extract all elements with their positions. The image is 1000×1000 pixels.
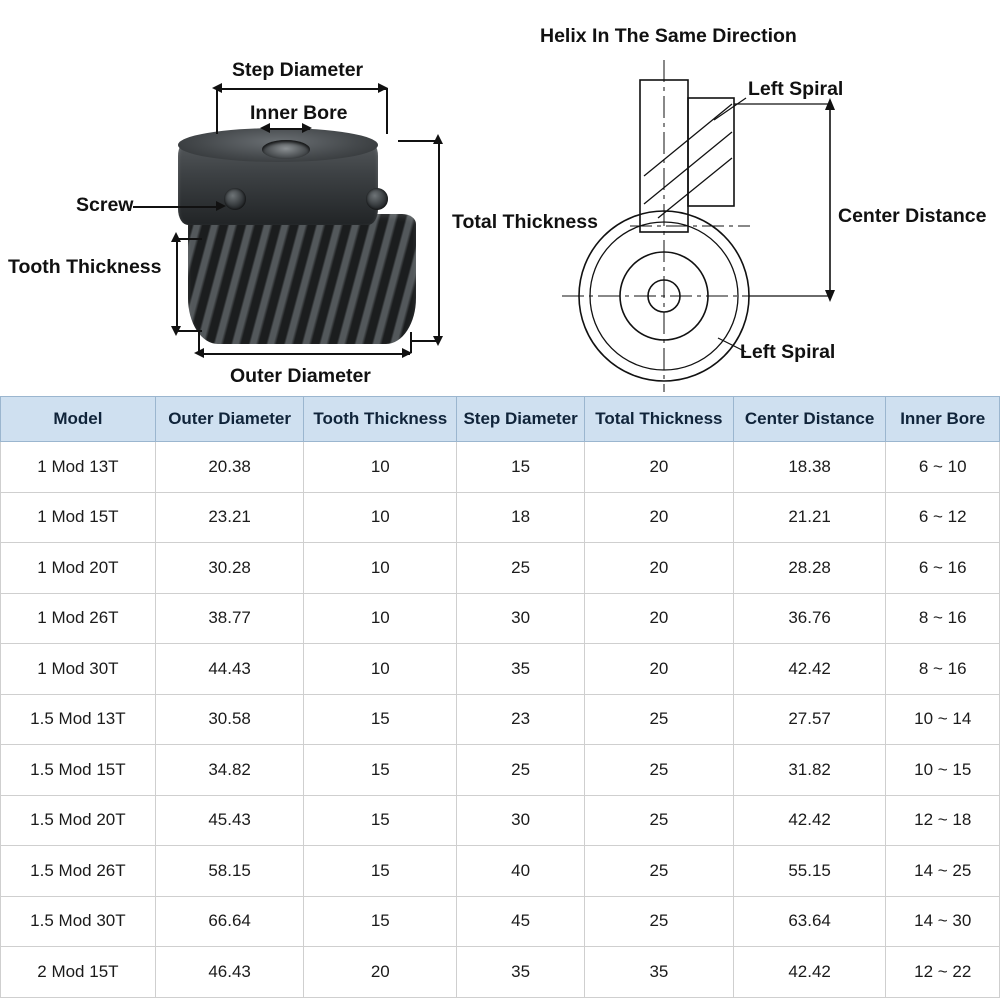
label-step-diameter: Step Diameter	[232, 59, 364, 81]
cell-center-distance: 63.64	[733, 896, 886, 947]
cell-step-diameter: 45	[457, 896, 585, 947]
step-diameter-dim-line	[216, 88, 386, 90]
helix-direction-schematic	[500, 0, 1000, 396]
column-header-inner-bore: Inner Bore	[886, 397, 1000, 442]
label-left-spiral-top: Left Spiral	[748, 78, 844, 100]
cell-inner-bore: 6 ~ 12	[886, 492, 1000, 543]
label-tooth-thickness: Tooth Thickness	[8, 256, 162, 278]
cell-total-thickness: 20	[585, 442, 734, 493]
cell-center-distance: 42.42	[733, 644, 886, 695]
outer-diameter-ext-right	[410, 332, 412, 353]
gear-teeth-graphic	[188, 214, 416, 344]
label-helix-title: Helix In The Same Direction	[540, 25, 797, 47]
cell-step-diameter: 15	[457, 442, 585, 493]
table-row	[1, 644, 1000, 695]
total-thickness-ext-top	[398, 140, 438, 142]
cell-tooth-thickness: 15	[304, 846, 457, 897]
cell-center-distance: 55.15	[733, 846, 886, 897]
label-center-distance: Center Distance	[838, 205, 987, 227]
total-thickness-ext-bottom	[410, 340, 438, 342]
label-outer-diameter: Outer Diameter	[230, 365, 371, 387]
cell-total-thickness: 20	[585, 492, 734, 543]
cell-model: 1.5 Mod 26T	[1, 846, 156, 897]
column-header-outer-diameter: Outer Diameter	[155, 397, 304, 442]
cell-step-diameter: 35	[457, 644, 585, 695]
step-diameter-ext-right	[386, 88, 388, 134]
cell-outer-diameter: 23.21	[155, 492, 304, 543]
tooth-thickness-dim-line	[176, 238, 178, 330]
cell-total-thickness: 25	[585, 846, 734, 897]
inner-bore-arrow-right	[302, 123, 312, 133]
cell-tooth-thickness: 10	[304, 492, 457, 543]
cell-tooth-thickness: 10	[304, 593, 457, 644]
cell-step-diameter: 40	[457, 846, 585, 897]
cell-inner-bore: 10 ~ 14	[886, 694, 1000, 745]
cell-outer-diameter: 44.43	[155, 644, 304, 695]
cell-outer-diameter: 20.38	[155, 442, 304, 493]
tooth-thickness-arrow-up	[171, 232, 181, 242]
inner-bore-arrow-left	[260, 123, 270, 133]
table-row	[1, 543, 1000, 594]
column-header-center-distance: Center Distance	[733, 397, 886, 442]
table-row	[1, 694, 1000, 745]
cell-tooth-thickness: 15	[304, 694, 457, 745]
label-left-spiral-bottom: Left Spiral	[740, 341, 836, 363]
cell-inner-bore: 6 ~ 10	[886, 442, 1000, 493]
cell-model: 1 Mod 15T	[1, 492, 156, 543]
cell-inner-bore: 10 ~ 15	[886, 745, 1000, 796]
table-row	[1, 947, 1000, 998]
cell-step-diameter: 25	[457, 543, 585, 594]
cell-center-distance: 28.28	[733, 543, 886, 594]
cell-center-distance: 27.57	[733, 694, 886, 745]
column-header-step-diameter: Step Diameter	[457, 397, 585, 442]
cell-total-thickness: 25	[585, 694, 734, 745]
cell-outer-diameter: 34.82	[155, 745, 304, 796]
table-row	[1, 846, 1000, 897]
column-header-tooth-thickness: Tooth Thickness	[304, 397, 457, 442]
column-header-model: Model	[1, 397, 156, 442]
screw-leader-arrow	[216, 201, 226, 211]
cell-total-thickness: 25	[585, 896, 734, 947]
table-row	[1, 442, 1000, 493]
cell-step-diameter: 18	[457, 492, 585, 543]
cell-center-distance: 21.21	[733, 492, 886, 543]
cell-inner-bore: 12 ~ 18	[886, 795, 1000, 846]
cell-outer-diameter: 66.64	[155, 896, 304, 947]
helical-gear-photo-diagram	[0, 0, 598, 396]
diagram-area	[0, 0, 1000, 396]
step-diameter-ext-left	[216, 88, 218, 134]
cell-total-thickness: 20	[585, 644, 734, 695]
cell-tooth-thickness: 20	[304, 947, 457, 998]
cell-center-distance: 18.38	[733, 442, 886, 493]
cell-outer-diameter: 30.58	[155, 694, 304, 745]
cell-model: 2 Mod 15T	[1, 947, 156, 998]
tooth-thickness-ext-top	[176, 238, 202, 240]
label-inner-bore: Inner Bore	[250, 102, 348, 124]
screw-left-graphic	[224, 188, 246, 210]
screw-leader-line	[133, 206, 219, 208]
cell-inner-bore: 8 ~ 16	[886, 593, 1000, 644]
cell-tooth-thickness: 10	[304, 644, 457, 695]
cell-inner-bore: 14 ~ 25	[886, 846, 1000, 897]
cell-outer-diameter: 58.15	[155, 846, 304, 897]
total-thickness-arrow-up	[433, 134, 443, 144]
cell-model: 1.5 Mod 15T	[1, 745, 156, 796]
cell-total-thickness: 25	[585, 745, 734, 796]
cell-tooth-thickness: 10	[304, 442, 457, 493]
helix-schematic-svg	[500, 0, 1000, 396]
cell-inner-bore: 6 ~ 16	[886, 543, 1000, 594]
cell-center-distance: 42.42	[733, 795, 886, 846]
cell-step-diameter: 23	[457, 694, 585, 745]
cell-tooth-thickness: 15	[304, 896, 457, 947]
cell-model: 1.5 Mod 20T	[1, 795, 156, 846]
outer-diameter-dim-line	[198, 353, 410, 355]
cell-inner-bore: 14 ~ 30	[886, 896, 1000, 947]
cell-center-distance: 36.76	[733, 593, 886, 644]
cell-model: 1.5 Mod 30T	[1, 896, 156, 947]
cell-step-diameter: 30	[457, 593, 585, 644]
cell-model: 1 Mod 20T	[1, 543, 156, 594]
table-header-row	[1, 397, 1000, 442]
worm-body-rect	[688, 98, 734, 206]
specification-table	[0, 396, 1000, 998]
screw-right-graphic	[366, 188, 388, 210]
cell-step-diameter: 35	[457, 947, 585, 998]
table-row	[1, 896, 1000, 947]
cell-step-diameter: 30	[457, 795, 585, 846]
cell-model: 1.5 Mod 13T	[1, 694, 156, 745]
cell-total-thickness: 20	[585, 593, 734, 644]
cell-inner-bore: 12 ~ 22	[886, 947, 1000, 998]
cell-model: 1 Mod 13T	[1, 442, 156, 493]
cell-tooth-thickness: 10	[304, 543, 457, 594]
cell-total-thickness: 25	[585, 795, 734, 846]
table-row	[1, 745, 1000, 796]
label-screw: Screw	[76, 194, 134, 216]
cell-outer-diameter: 46.43	[155, 947, 304, 998]
table-row	[1, 593, 1000, 644]
left-spiral-top-leader	[714, 98, 746, 120]
outer-diameter-ext-left	[198, 332, 200, 353]
cell-center-distance: 42.42	[733, 947, 886, 998]
column-header-total-thickness: Total Thickness	[585, 397, 734, 442]
cell-model: 1 Mod 26T	[1, 593, 156, 644]
cell-center-distance: 31.82	[733, 745, 886, 796]
cell-total-thickness: 35	[585, 947, 734, 998]
cell-total-thickness: 20	[585, 543, 734, 594]
cell-outer-diameter: 45.43	[155, 795, 304, 846]
table-row	[1, 492, 1000, 543]
helix-line-3	[658, 158, 732, 218]
total-thickness-dim-line	[438, 140, 440, 340]
label-total-thickness: Total Thickness	[452, 211, 598, 233]
gear-inner-bore-graphic	[262, 140, 310, 159]
cell-inner-bore: 8 ~ 16	[886, 644, 1000, 695]
cell-outer-diameter: 38.77	[155, 593, 304, 644]
table-row	[1, 795, 1000, 846]
cell-step-diameter: 25	[457, 745, 585, 796]
cell-outer-diameter: 30.28	[155, 543, 304, 594]
cell-tooth-thickness: 15	[304, 795, 457, 846]
cell-tooth-thickness: 15	[304, 745, 457, 796]
cell-model: 1 Mod 30T	[1, 644, 156, 695]
